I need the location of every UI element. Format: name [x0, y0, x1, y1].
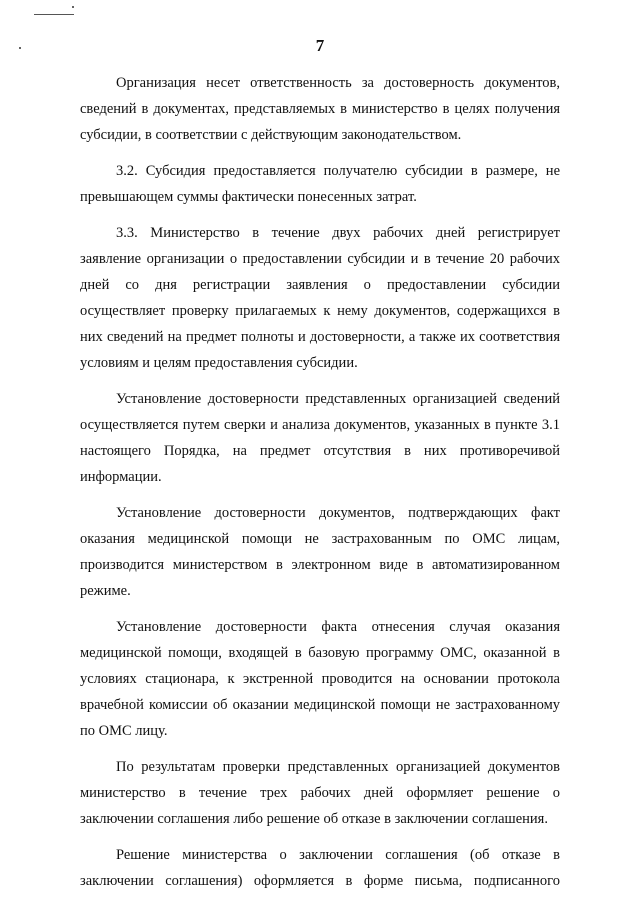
page-number: 7 — [315, 36, 325, 55]
scan-dust-dot — [72, 6, 74, 8]
paragraph-decision: По результатам проверки представленных организацией документов министерство в течение трех рабочих дней оформляет решение о заключении соглашения либо решение об отказе в заключении соглашения. — [80, 759, 560, 827]
paragraph-emergency-case: Установление достоверности факта отнесения случая оказания медицинской помощи, входящей в базовую программу ОМС, оказанной в условиях стационара, к экстренной проводится на основании протокола врачебной комиссии об оказании медицинской помощи не застрахованному по ОМС лицу. — [80, 619, 560, 739]
paragraph-responsibility: Организация несет ответственность за достоверность документов, сведений в документах, представляемых в министерство в целях получения субсидии, в соответствии с действующим законодательством. — [80, 75, 560, 143]
document-body — [80, 70, 560, 904]
paragraph-3-3: 3.3. Министерство в течение двух рабочих дней регистрирует заявление организации о предоставлении субсидии и в течение 20 рабочих дней со дня регистрации заявления о предоставлении субсидии осуществляет проверку прилагаемых к нему документов, содержащихся в них сведений на предмет полноты и достоверности, а также их соответствия условиям и целям предоставления субсидии. — [80, 225, 560, 371]
paragraph-3-2: 3.2. Субсидия предоставляется получателю субсидии в размере, не превышающем суммы фактически понесенных затрат. — [80, 163, 560, 205]
scan-edge-mark — [34, 14, 74, 15]
paragraph-letter: Решение министерства о заключении соглашения (об отказе в заключении соглашения) оформляется в форме письма, подписанного — [80, 847, 560, 889]
paragraph-verification: Установление достоверности представленных организацией сведений осуществляется путем сверки и анализа документов, указанных в пункте 3.1 настоящего Порядка, на предмет отсутствия в них противоречивой информации. — [80, 391, 560, 485]
paragraph-electronic-check: Установление достоверности документов, подтверждающих факт оказания медицинской помощи не застрахованным по ОМС лицам, производится министерством в электронном виде в автоматизированном режиме. — [80, 505, 560, 599]
